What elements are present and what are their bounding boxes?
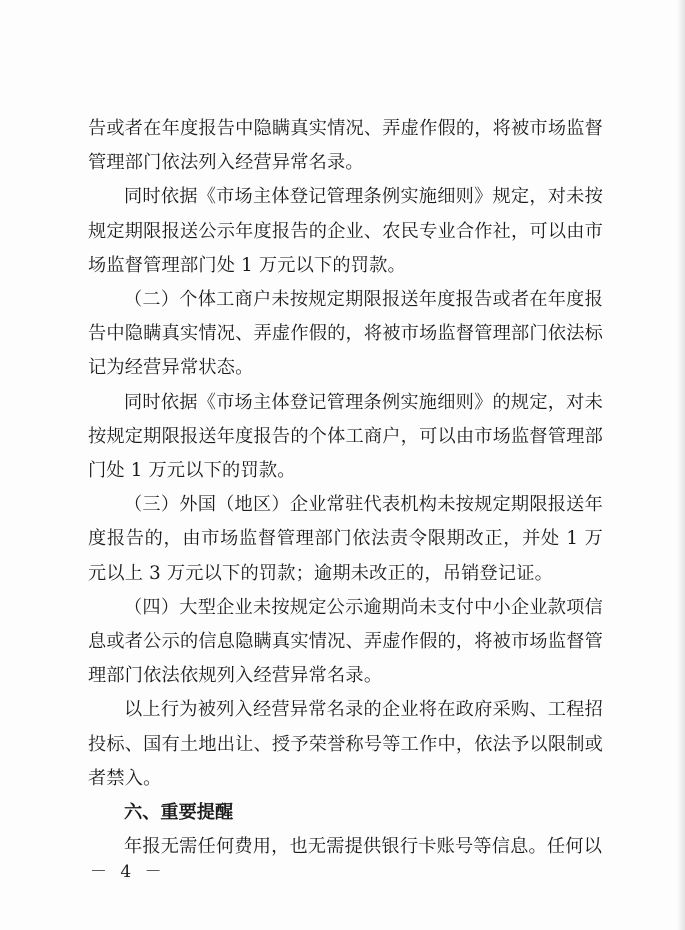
page-number: － 4 － — [90, 862, 166, 882]
paragraph-large-enterprise: （四）大型企业未按规定公示逾期尚未支付中小企业款项信息或者公示的信息隐瞒真实情况、弄虚作假的，将被市场监督管理部门依法依规列入经营异常名录。 — [88, 596, 603, 687]
paragraph-individual-business: （二）个体工商户未按规定期限报送年度报告或者在年度报告中隐瞒真实情况、弄虚作假的，将被市场监督管理部门依法标记为经营异常状态。 — [88, 289, 603, 379]
paragraph-enterprise-penalty: 同时依据《市场主体登记管理条例实施细则》规定，对未按规定期限报送公示年度报告的企业、农民专业合作社，可以由市场监督管理部门处 1 万元以下的罚款。 — [88, 186, 603, 276]
page-edge-shadow — [677, 0, 685, 930]
paragraph-restrictions: 以上行为被列入经营异常名录的企业将在政府采购、工程招投标、国有土地出让、授予荣誉称号等工作中，依法予以限制或者禁入。 — [88, 699, 603, 789]
paragraph-continuation: 告或者在年度报告中隐瞒真实情况、弄虚作假的，将被市场监督管理部门依法列入经营异常名录。 — [88, 118, 603, 174]
document-body — [88, 112, 603, 864]
section-heading-important-reminder: 六、重要提醒 — [124, 802, 234, 824]
paragraph-foreign-office: （三）外国（地区）企业常驻代表机构未按规定期限报送年度报告的，由市场监督管理部门依法责令限期改正，并处 1 万元以上 3 万元以下的罚款；逾期未改正的，吊销登记证。 — [88, 494, 603, 584]
paragraph-reminder: 年报无需任何费用，也无需提供银行卡账号等信息。任何以 — [124, 836, 603, 858]
paragraph-individual-penalty: 同时依据《市场主体登记管理条例实施细则》的规定，对未按规定期限报送年度报告的个体工商户，可以由市场监督管理部门处 1 万元以下的罚款。 — [88, 391, 603, 482]
